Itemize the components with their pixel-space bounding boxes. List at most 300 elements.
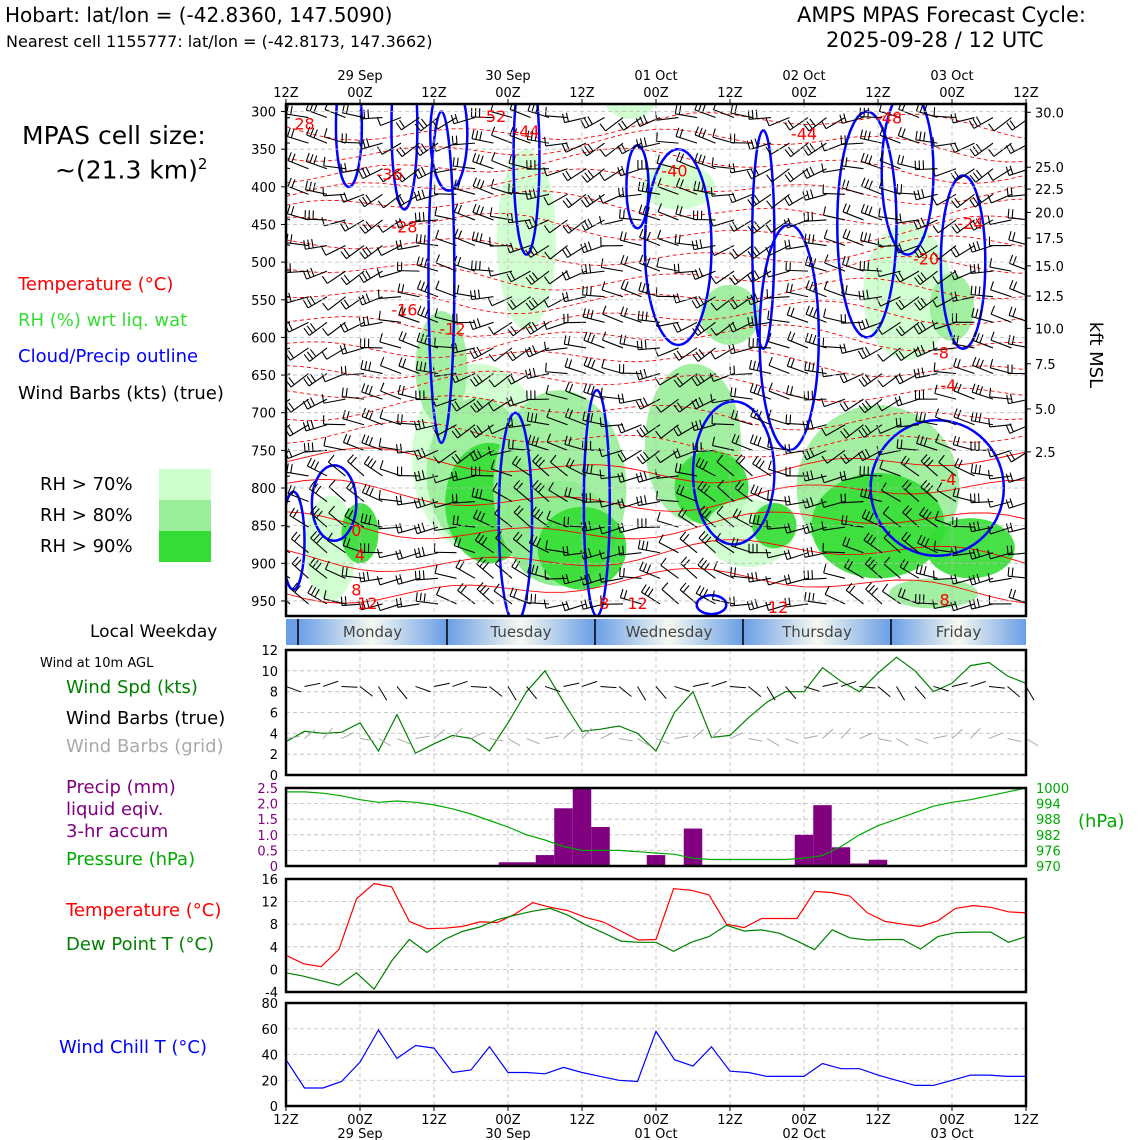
wind-barb-shaft [584, 340, 605, 348]
wind-barb-flag [693, 354, 699, 361]
wind-barb-flag [476, 131, 478, 140]
wind-barb-flag [975, 464, 976, 473]
wind-barb-shaft [621, 289, 641, 297]
pressure-tick-label: 550 [251, 293, 276, 309]
wind-barb-flag [882, 584, 887, 591]
precip-tick-label: 1.0 [257, 828, 278, 844]
wind-barb-flag [699, 531, 705, 538]
wind-barb-flag [869, 207, 872, 215]
wind-barb-flag [872, 588, 878, 595]
wind-barb-flag [566, 198, 571, 205]
wind-barb-flag [787, 358, 790, 366]
wind-barb-flag [377, 117, 380, 125]
wind-barb-flag [862, 377, 867, 384]
wind-barb-flag [806, 280, 809, 288]
grid-wind-barb [749, 739, 763, 742]
wind-barb-flag [308, 585, 312, 593]
wind-barb-flag [824, 308, 826, 317]
wind-barb [454, 204, 475, 220]
wind-barb-flag [813, 335, 816, 344]
wind-barb-flag [363, 139, 365, 148]
isotherm-label: -36 [376, 165, 403, 185]
wind-barb [638, 160, 660, 169]
grid-wind-barb [656, 739, 669, 744]
wind-barb-flag [702, 156, 705, 165]
wind-barb-flag [456, 136, 457, 145]
wind-barb-flag [843, 229, 846, 237]
wind-barb-flag [270, 535, 274, 543]
wind-barb-flag [600, 124, 605, 131]
wind-barb [842, 157, 864, 169]
wind-barb-flag [754, 221, 760, 228]
top-hour-label: 12Z [865, 86, 891, 101]
wind-barb-flag [924, 132, 925, 141]
wind-barb [396, 118, 419, 130]
wind-barb-shaft [287, 137, 308, 144]
wind-barb-flag [329, 480, 335, 487]
wind-barb-flag [620, 568, 621, 577]
wind-barb [680, 532, 697, 553]
weekday-label: Wednesday [625, 623, 713, 641]
wind-barb-flag [362, 273, 367, 281]
wind-barb-flag [750, 383, 753, 391]
wind-barb [436, 587, 456, 604]
temp-tick-label: 16 [261, 873, 278, 888]
wind-barb-shaft [769, 391, 789, 399]
wind-barb-flag [645, 495, 647, 504]
isotherm-label: 8 [939, 590, 950, 610]
wind-barb-flag [345, 163, 347, 172]
surface-wind-barb [971, 681, 986, 686]
wind-barb-flag [898, 155, 900, 164]
wind-barb-flag [457, 158, 458, 167]
wind-barb-flag [471, 291, 472, 300]
wind-barb-shaft [584, 365, 604, 373]
wind-barb [971, 286, 993, 297]
wind-barb-flag [458, 231, 461, 239]
wind-barb-flag [821, 121, 826, 129]
surface-wind-barb [897, 686, 905, 700]
wind-barb-shaft [380, 342, 401, 348]
wind-barb-flag [979, 286, 980, 295]
wind-barb-flag [396, 598, 397, 607]
wind-barb [768, 490, 790, 501]
wind-barb-flag [291, 532, 297, 539]
wind-barb-flag [843, 204, 846, 212]
wind-barb [583, 308, 604, 322]
wind-barb-flag [563, 173, 568, 181]
wind-barb-flag [734, 366, 735, 375]
wind-barb-flag [489, 267, 491, 276]
kft-tick-label: 15.0 [1035, 259, 1064, 275]
wind-barb-flag [425, 259, 427, 268]
wind-barb-flag [638, 182, 640, 191]
wind-barb-shaft [472, 139, 494, 143]
bottom-hour-label: 12Z [273, 1113, 299, 1128]
wind-barb-shaft [843, 237, 863, 245]
wind-barb-flag [973, 173, 979, 180]
wind-barb-shaft [324, 399, 346, 403]
wind-barb-flag [461, 586, 467, 593]
wind-barb-flag [309, 182, 311, 191]
wind-barb [788, 331, 808, 348]
wind-barb-flag [1013, 232, 1015, 241]
bottom-hour-label: 12Z [717, 1113, 743, 1128]
wind-barb-flag [846, 285, 847, 294]
wind-barb-flag [474, 320, 477, 329]
surface-wind-barb [379, 686, 387, 700]
wind-barb-flag [810, 144, 815, 151]
wind-barb [285, 399, 308, 412]
wind-barb-flag [977, 598, 979, 607]
wind-barb [934, 107, 956, 117]
pressure-tick-label: 850 [251, 519, 276, 535]
wind-barb-flag [901, 184, 902, 193]
wind-barb-flag [592, 360, 595, 368]
wind-barb-flag [916, 131, 917, 140]
wind-barb-flag [618, 123, 623, 130]
wind-barb [698, 558, 716, 578]
wind-barb-flag [769, 357, 772, 365]
wind-barb-flag [310, 154, 313, 162]
wind-barb-flag [637, 457, 643, 464]
wind-barb-flag [418, 524, 421, 533]
wind-barb [787, 283, 808, 297]
wind-barb-shaft [731, 396, 753, 399]
wind-barb-shaft [938, 220, 956, 233]
wind-barb-flag [980, 386, 983, 395]
wind-barb [842, 284, 864, 296]
wind-barb-shaft [399, 340, 419, 348]
wind-barb-flag [788, 550, 791, 559]
wind-barb-flag [733, 163, 735, 172]
wind-barb-shaft [416, 399, 438, 400]
wind-barb [934, 362, 956, 373]
wind-barb-flag [729, 194, 732, 202]
wind-barb-flag [423, 212, 424, 221]
wind-barb-flag [768, 310, 769, 319]
wind-barb [458, 583, 475, 604]
wind-barb-flag [789, 598, 790, 607]
wind-barb-flag [902, 129, 905, 137]
wind-barb-flag [1009, 231, 1011, 240]
wind-barb-flag [288, 426, 293, 434]
wind-barb-flag [662, 583, 668, 590]
bottom-date-label: 29 Sep [337, 1127, 383, 1140]
wind-barb-flag [453, 157, 454, 166]
wind-barb [786, 414, 808, 424]
wind-barb-flag [809, 362, 810, 371]
wind-barb-flag [864, 233, 866, 242]
wind-barb-flag [480, 261, 481, 270]
wind-barb-flag [531, 594, 532, 603]
surface-wind-barb [471, 686, 487, 687]
wind-barb-flag [638, 311, 639, 320]
wind-barb-flag [366, 221, 372, 228]
wind-barb-flag [648, 589, 653, 597]
wind-barb-flag [731, 567, 732, 576]
wind-barb [640, 229, 660, 246]
wind-barb-flag [308, 240, 310, 249]
wind-barb-flag [586, 264, 587, 273]
wind-barb-shaft [863, 348, 882, 359]
wind-barb [973, 357, 993, 374]
wind-barb-flag [988, 448, 991, 457]
wind-barb-shaft [458, 590, 475, 603]
wind-barb-flag [267, 470, 268, 479]
wind-barb-flag [640, 562, 643, 570]
wind-barb-flag [808, 212, 809, 221]
wind-barb-flag [344, 322, 348, 330]
bottom-hour-label: 00Z [347, 1113, 373, 1128]
wind-barb-flag [859, 291, 860, 300]
grid-wind-barb [564, 729, 575, 738]
wind-barb-flag [351, 457, 357, 464]
wind-barb-flag [290, 263, 291, 272]
wind-barb-shaft [806, 314, 826, 322]
surface-wind-barb [767, 686, 775, 700]
wind-barb [695, 127, 715, 144]
wind-barb-shaft [640, 570, 660, 578]
wind-barb-flag [644, 471, 647, 480]
wind-barb-flag [767, 289, 768, 298]
wind-barb-flag [417, 280, 420, 288]
wind-barb-flag [878, 354, 883, 361]
kft-tick-label: 7.5 [1035, 357, 1056, 373]
wind-barb-flag [588, 195, 593, 202]
grid-wind-barb [1026, 739, 1038, 746]
wind-barb [673, 322, 697, 332]
wind-barb-shaft [510, 109, 530, 117]
wind-barb-flag [473, 178, 476, 186]
wind-barb [825, 255, 845, 272]
wind-barb [750, 383, 771, 399]
wind-barb-flag [365, 385, 368, 394]
wind-barb-flag [865, 374, 870, 381]
wind-barb-flag [359, 170, 363, 178]
wind-barb-shaft [695, 135, 715, 143]
wind-barb-flag [587, 309, 589, 318]
wind-barb-shaft [990, 578, 1012, 582]
wind-barb-flag [402, 414, 403, 423]
wind-barb-flag [362, 295, 365, 303]
wind-barb-shaft [623, 450, 642, 461]
wind-barb-flag [679, 106, 681, 115]
wind-barb-shaft [974, 118, 993, 129]
wind-barb [398, 283, 420, 296]
wind-barb-flag [897, 184, 898, 193]
wind-barb-flag [328, 455, 334, 462]
wind-barb-flag [304, 240, 306, 249]
wind-barb-flag [768, 490, 769, 499]
wind-barb [285, 322, 309, 332]
wind-barb-flag [396, 524, 398, 533]
wind-barb-flag [754, 385, 757, 393]
pressure-tick-label: 750 [251, 444, 276, 460]
pressure-tick-label: 450 [251, 218, 276, 234]
surface-wind-barb [915, 686, 925, 698]
top-hour-label: 00Z [791, 86, 817, 101]
wind-barb-shaft [991, 290, 1012, 297]
wind-barb-shaft [473, 186, 493, 194]
surface-wind-barb [601, 686, 617, 687]
wind-barb [915, 390, 937, 399]
wind-barb-flag [813, 259, 816, 268]
wind-barb-flag [991, 332, 994, 340]
cell-size-number: ~(21.3 km) [55, 155, 198, 185]
wind-barb-flag [842, 256, 845, 265]
kft-tick-label: 2.5 [1035, 445, 1056, 461]
wind-barb-flag [990, 258, 992, 267]
wind-barb-flag [810, 167, 814, 175]
wind-barb-flag [581, 223, 585, 231]
wind-barb-flag [584, 384, 587, 393]
wind-barb-flag [322, 276, 327, 283]
wind-barb-flag [291, 106, 292, 115]
wind-barb-flag [756, 459, 761, 467]
rh70-label: RH > 70% [40, 474, 133, 495]
wind-barb-flag [307, 298, 312, 306]
wind-barb-flag [696, 352, 702, 359]
wind-barb-flag [489, 354, 494, 361]
wind-barb [341, 163, 364, 173]
wind-barb-flag [398, 414, 399, 423]
grid-wind-barb [397, 739, 410, 744]
wind-barb-flag [657, 491, 658, 500]
chill-tick-label: 20 [261, 1074, 278, 1090]
wind-barb [862, 178, 882, 195]
wind-barb-flag [841, 494, 842, 503]
windchill-label: Wind Chill T (°C) [59, 1037, 207, 1058]
wind-barb-flag [396, 551, 399, 560]
wind-barb [304, 239, 327, 249]
top-date-label: 29 Sep [337, 69, 383, 84]
wind-barb-flag [754, 247, 759, 254]
wind-barb-flag [973, 146, 978, 153]
surface-wind-barb [582, 681, 597, 686]
wind-barb-flag [673, 324, 677, 332]
wind-barb-flag [624, 568, 625, 577]
wind-barb-flag [378, 289, 379, 298]
wind-barb-flag [980, 360, 983, 368]
wind-barb-flag [421, 282, 424, 290]
wind-barb-flag [345, 366, 346, 375]
wind-barb-flag [858, 351, 862, 359]
wind-barb-flag [291, 234, 292, 243]
wind-barb-flag [344, 249, 349, 256]
wind-barb-flag [978, 264, 979, 273]
wind-barb-flag [315, 462, 319, 470]
wind-barb-shaft [324, 446, 346, 450]
wind-barb-flag [368, 109, 369, 118]
wind-barb-flag [624, 210, 625, 219]
wind-barb-shaft [435, 169, 457, 173]
top-hour-label: 00Z [643, 86, 669, 101]
wind-barb [398, 262, 420, 272]
isotherm-label: -48 [876, 108, 903, 128]
grid-wind-barb [860, 733, 873, 739]
wind-barb-flag [924, 566, 926, 575]
wind-barb-flag [322, 247, 326, 255]
wind-barb-flag [698, 558, 703, 565]
wind-barb [620, 231, 641, 245]
wind-barb-flag [713, 101, 716, 109]
wind-barb [507, 348, 530, 361]
wind-barb-flag [991, 281, 994, 290]
cell-size-exponent: 2 [197, 155, 208, 173]
wind-barb-flag [563, 114, 565, 123]
isotherm-label: 8 [351, 580, 362, 600]
wind-barb-flag [972, 384, 975, 393]
wind-barb-flag [324, 437, 326, 446]
kft-tick-label: 25.0 [1035, 161, 1064, 177]
wind-barb-flag [566, 383, 569, 391]
temp-tick-label: 8 [269, 918, 278, 934]
wind-barb-flag [304, 354, 310, 361]
surface-wind-barb [508, 686, 516, 700]
wind-barb-flag [473, 153, 476, 162]
wind-barb-flag [583, 286, 584, 295]
wind-barb-flag [825, 586, 829, 594]
wind-barb-flag [680, 532, 686, 539]
wind-barb [380, 357, 401, 373]
wind-barb-flag [582, 175, 588, 182]
bottom-hour-label: 12Z [1013, 1113, 1039, 1128]
wind-barb-flag [270, 203, 273, 211]
wind-barb-flag [620, 335, 622, 344]
wind-barb-flag [933, 226, 938, 233]
wind-barb-flag [1010, 121, 1015, 128]
wind-barb-flag [620, 209, 621, 218]
wind-barb-flag [473, 349, 477, 357]
wind-barb-flag [677, 351, 682, 358]
wind-barb-flag [861, 153, 864, 161]
wind-barb-shaft [381, 391, 401, 399]
wind-barb-flag [823, 338, 824, 347]
wind-barb-flag [918, 368, 920, 377]
wind-barb-flag [622, 121, 627, 128]
wind-barb-flag [973, 357, 976, 365]
wind-barb-flag [396, 496, 397, 505]
wind-barb [636, 369, 660, 380]
wind-barb-flag [380, 357, 383, 365]
wind-barb-shaft [547, 322, 568, 329]
wind-barb-flag [369, 386, 372, 395]
wind-barb-flag [268, 133, 269, 142]
wind-barb-flag [602, 281, 605, 290]
wind-barb-flag [288, 322, 292, 330]
wind-barb-shaft [473, 162, 494, 169]
wind-barb-shaft [324, 424, 346, 425]
wind-barb-shaft [788, 340, 808, 348]
wind-barb [753, 456, 771, 476]
wind-barb-flag [696, 240, 698, 249]
wind-barb-flag [641, 340, 642, 349]
wind-barb-flag [307, 376, 312, 383]
wind-barb-flag [366, 247, 371, 254]
grid-wind-barb [767, 739, 779, 746]
wind-barb-flag [509, 184, 510, 193]
wind-barb [823, 338, 845, 348]
wind-barb [785, 169, 808, 182]
wind-barb-flag [901, 156, 903, 165]
surface-wind-barb [416, 686, 431, 691]
cell-size-label: MPAS cell size: [22, 121, 206, 150]
wind-barb-flag [1013, 282, 1016, 290]
wind-barb [361, 338, 383, 348]
wind-barb-flag [756, 110, 757, 119]
wind-barb-flag [787, 283, 789, 292]
